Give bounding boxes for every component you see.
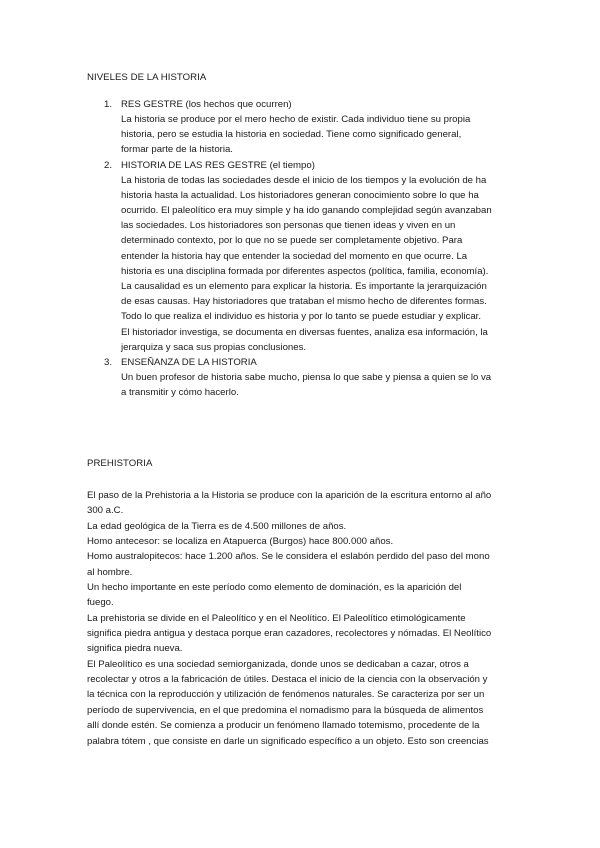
paragraph-line: La edad geológica de la Tierra es de 4.500 millones de años. — [87, 520, 347, 532]
paragraph-line: significa piedra antigua y destaca porque eran cazadores, recolectores y nómadas. El Neolítico — [87, 628, 492, 640]
list-item-ensenanza — [104, 355, 524, 400]
paragraph-line: palabra tótem , que consiste en darle un significado específico a un objeto. Esto son creencias — [87, 735, 489, 747]
paragraph-line: El paso de la Prehistoria a la Historia se produce con la aparición de la escritura entorno al año — [87, 490, 492, 501]
list-item-body — [121, 173, 524, 355]
list-number: 1. — [104, 99, 113, 110]
paragraph-line: Homo antecesor: se localiza en Atapuerca (Burgos) hace 800.000 años. — [87, 536, 394, 548]
prehistoria-body — [87, 488, 527, 749]
paragraph-line: fuego. — [87, 597, 114, 609]
paragraph-line: de esas causas. Hay historiadores que trataban el mismo hecho de diferentes formas. — [121, 296, 487, 308]
paragraph-line: La historia se produce por el mero hecho de existir. Cada individuo tiene su propia — [121, 114, 471, 125]
paragraph-line: las sociedades. Los historiadores son personas que tienen ideas y viven en un — [121, 220, 456, 232]
section-heading-niveles: NIVELES DE LA HISTORIA — [87, 72, 207, 83]
list-number: 3. — [104, 357, 113, 369]
paragraph-line: allí donde estén. Se comienza a producir un fenómeno llamado totemismo, procedente de la — [87, 720, 480, 732]
paragraph-line: entender la historia hay que entender la sociedad del momento en que ocurre. La — [121, 250, 468, 262]
paragraph-line: La historia de todas las sociedades desde el inicio de los tiempos y la evolución de ha — [121, 174, 487, 186]
paragraph-line: El historiador investiga, se documenta en diversas fuentes, analiza esa información, la — [121, 326, 488, 338]
list-item-title: ENSEÑANZA DE LA HISTORIA — [121, 357, 257, 369]
paragraph-line: al hombre. — [87, 566, 133, 578]
paragraph-line: Un hecho importante en este período como elemento de dominación, es la aparición del — [87, 582, 462, 594]
paragraph-line: La prehistoria se divide en el Paleolítico y en el Neolítico. El Paleolítico etimológicamente — [87, 612, 466, 624]
paragraph-line: período de supervivencia, en el que predomina el nomadismo para la búsqueda de alimentos — [87, 704, 484, 716]
paragraph-line: historia hasta la actualidad. Los historiadores generan conocimiento sobre lo que ha — [121, 189, 479, 201]
list-item-title: RES GESTRE (los hechos que ocurren) — [121, 99, 292, 110]
paragraph-line: 300 a.C. — [87, 505, 124, 517]
paragraph-line: la técnica con la reproducción y utilización de fenómenos naturales. Se caracteriza por ser un — [87, 689, 485, 701]
paragraph-line: a transmitir y cómo hacerlo. — [121, 387, 239, 399]
list-item-historia-res-gestre — [104, 158, 524, 355]
list-number: 2. — [104, 159, 113, 171]
niveles-list — [104, 97, 524, 400]
list-item-title: HISTORIA DE LAS RES GESTRE (el tiempo) — [121, 159, 315, 171]
list-item-body — [121, 370, 524, 400]
paragraph-line: recolectar y otros a la fabricación de útiles. Destaca el inicio de la ciencia con la observación y — [87, 674, 488, 686]
paragraph-line: ocurrido. El paleolítico era muy simple y ha ido ganando complejidad según avanzaban — [121, 205, 492, 217]
list-item-res-gestre — [104, 97, 524, 158]
paragraph-line: determinado contexto, por lo que no se puede ser completamente objetivo. Para — [121, 235, 463, 247]
paragraph-line: Un buen profesor de historia sabe mucho, piensa lo que sabe y piensa a quien se lo va — [121, 372, 492, 384]
paragraph-line: historia es una disciplina formada por diferentes aspectos (política, familia, economía). — [121, 265, 489, 277]
paragraph-line: Todo lo que realiza el individuo es historia y por lo tanto se puede estudiar y explicar. — [121, 311, 481, 323]
paragraph-line: El Paleolítico es una sociedad semiorganizada, donde unos se dedicaban a cazar, otros a — [87, 658, 469, 670]
paragraph-line: historia, pero se estudia la historia en sociedad. Tiene como significado general, — [121, 129, 462, 141]
section-heading-prehistoria: PREHISTORIA — [87, 458, 153, 469]
paragraph-line: La causalidad es un elemento para explicar la historia. Es importante la jerarquización — [121, 281, 487, 293]
paragraph-line: Homo australopitecos: hace 1.200 años. Se le considera el eslabón perdido del paso del mono — [87, 551, 490, 563]
paragraph-line: significa piedra nueva. — [87, 643, 183, 655]
paragraph-line: formar parte de la historia. — [121, 144, 233, 156]
list-item-body — [121, 112, 524, 158]
paragraph-line: jerarquiza y saca sus propias conclusiones. — [121, 341, 307, 353]
